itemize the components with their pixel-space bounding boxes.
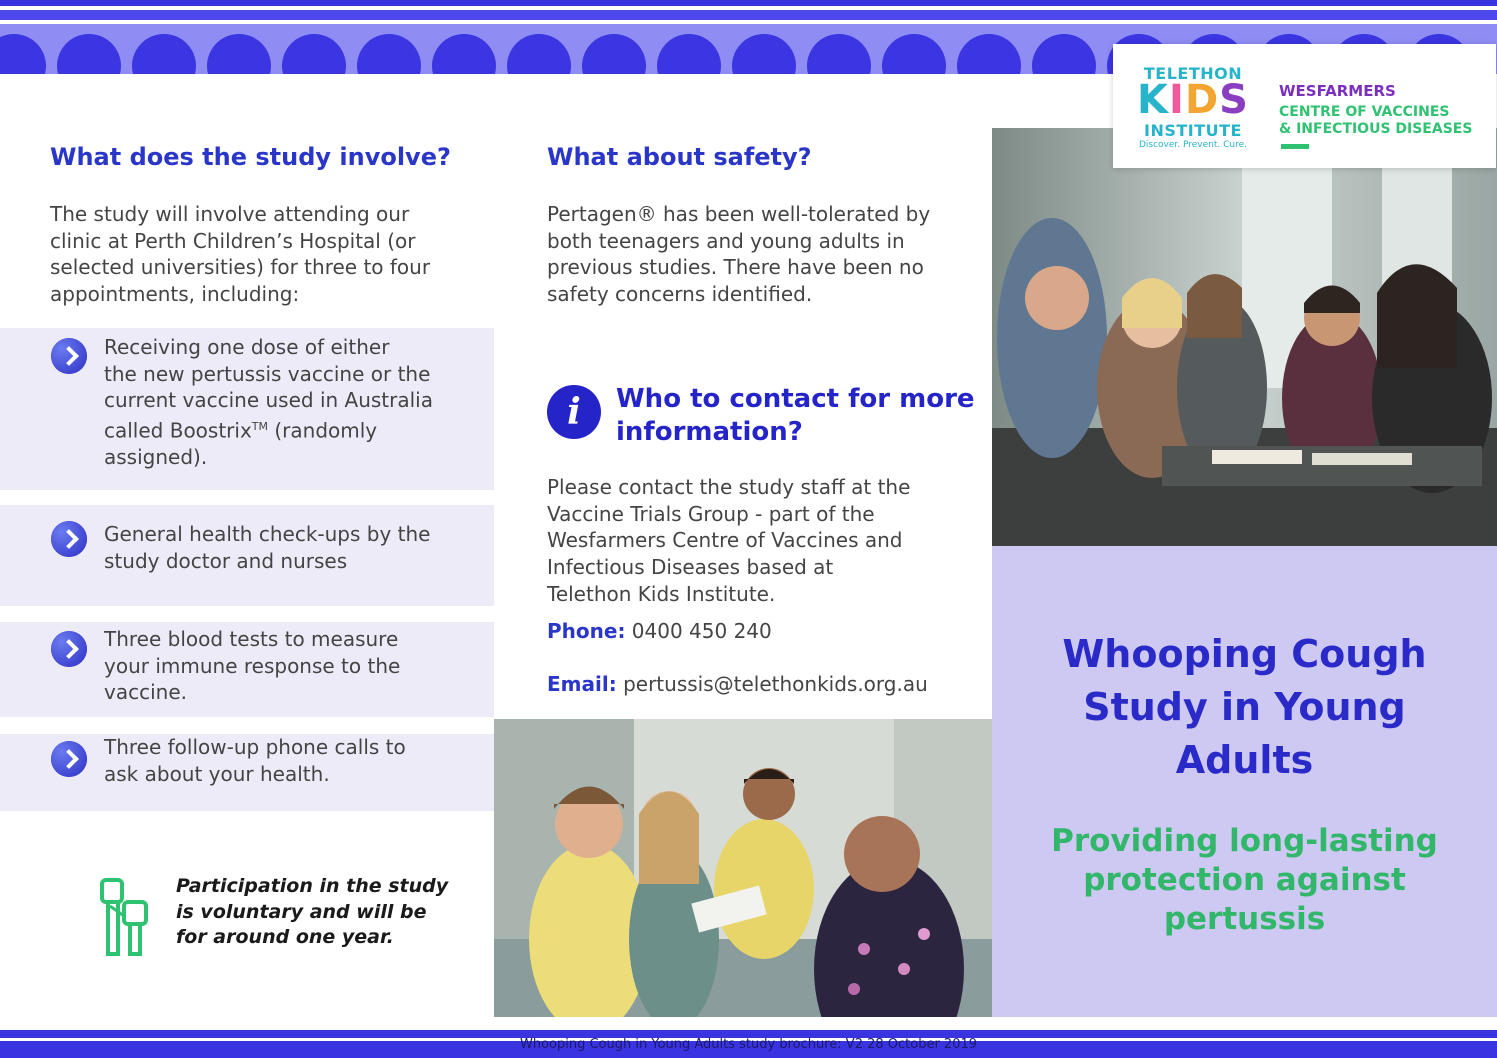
voluntary-line: for around one year. [176,926,394,948]
kids-letter: K [1137,77,1170,123]
phone-number[interactable]: 0400 450 240 [631,619,772,643]
email-label: Email: [547,672,617,696]
pattern-dot [432,34,496,74]
bullet-line: study doctor and nurses [104,548,348,573]
photo-illustration [494,719,993,1017]
institute-wordmark: INSTITUTE [1144,121,1242,140]
intro-line: clinic at Perth Children’s Hospital (or [50,228,416,253]
pattern-dot [282,34,346,74]
contact-heading-line: information? [616,417,803,447]
top-stripe [0,10,1497,20]
cover-title-line: Study in Young [1083,685,1406,729]
bullet-line: Three blood tests to measure [104,627,399,651]
cover-title-line: Adults [1175,738,1314,782]
bullet-text [104,334,433,471]
bullet-item-phone-calls [0,734,494,811]
contact-line: Telethon Kids Institute. [547,581,776,606]
trademark-mark: TM [251,420,269,434]
contact-heading [616,383,975,449]
pattern-dot [807,34,871,74]
intro-line: appointments, including: [50,282,300,307]
bullet-text [104,734,406,787]
bullet-line [104,414,433,444]
pattern-dot [57,34,121,74]
pattern-dot [207,34,271,74]
involve-heading: What does the study involve? [50,143,451,171]
bullet-item-health-checkups [0,505,494,606]
bullet-text [104,521,430,574]
intro-line: selected universities) for three to four [50,255,431,280]
chevron-right-icon [51,741,87,777]
pattern-dot [132,34,196,74]
pattern-dot [957,34,1021,74]
cover-title [992,628,1497,787]
bullet-line: the new pertussis vaccine or the [104,361,431,386]
logo-accent-bar [1281,144,1309,149]
bullet-line: your immune response to the [104,653,401,678]
bullet-line: assigned). [104,445,208,470]
raised-hands-icon [98,876,154,960]
pattern-dot [657,34,721,74]
bullet-text [104,626,400,706]
photo-illustration [992,128,1497,546]
bullet-line: General health check-ups by the [104,522,431,546]
contact-line: Infectious Diseases based at [547,555,834,580]
info-icon: i [547,385,601,439]
logo-tagline: Discover. Prevent. Cure. [1138,140,1248,150]
safety-line: both teenagers and young adults in [547,228,905,253]
cover-title-line: Whooping Cough [1062,632,1427,676]
contact-text [547,474,910,608]
kids-letter: D [1184,77,1220,123]
voluntary-line: is voluntary and will be [176,900,427,923]
bullet-line: ask about your health. [104,761,330,786]
email-row [547,672,928,696]
safety-line: previous studies. There have been no [547,255,924,280]
top-stripe [0,0,1497,6]
chevron-right-icon [51,338,87,374]
safety-line: Pertagen® has been well-tolerated by [547,202,931,226]
bullet-line: Receiving one dose of either [104,335,390,359]
contact-heading-line: Who to contact for more [616,384,975,414]
bullet-item-blood-tests [0,622,494,717]
kids-letter: I [1169,77,1185,123]
wesfarmers-wordmark: WESFARMERS [1279,82,1396,100]
bullet-line-part: (randomly [268,418,378,443]
safety-heading: What about safety? [547,143,812,171]
kids-letter: S [1219,77,1249,123]
centre-name-line: & INFECTIOUS DISEASES [1279,121,1473,137]
safety-line: safety concerns identified. [547,282,813,307]
students-meeting-photo [494,719,993,1017]
bullet-line: Three follow-up phone calls to [104,735,406,759]
pattern-dot [357,34,421,74]
phone-label: Phone: [547,619,626,643]
pattern-dot [732,34,796,74]
bullet-line: current vaccine used in Australia [104,388,433,413]
pattern-dot [1032,34,1096,74]
contact-line: Wesfarmers Centre of Vaccines and [547,528,903,553]
telethon-wordmark: TELETHON [1143,64,1243,83]
footer-version-text: Whooping Cough in Young Adults study brochure: V2 28 October 2019 [519,1037,978,1052]
email-link[interactable]: pertussis@telethonkids.org.au [623,672,928,696]
bullet-line: vaccine. [104,680,187,705]
bullet-item-vaccine-dose [0,328,494,490]
chevron-right-icon [51,521,87,557]
contact-line: Please contact the study staff at the [547,475,911,499]
voluntary-line: Participation in the study [176,875,449,897]
pattern-dot [507,34,571,74]
voluntary-note [176,874,448,951]
phone-row [547,619,772,643]
chevron-right-icon [51,631,87,667]
centre-name-line: CENTRE OF VACCINES [1279,104,1450,120]
cover-subtitle-line: Providing long-lasting [1051,823,1438,859]
students-studying-photo [992,128,1497,546]
bullet-line-part: called Boostrix [104,418,252,443]
safety-text [547,201,930,308]
pattern-dot [582,34,646,74]
cover-subtitle-line: pertussis [1163,901,1326,937]
pattern-dot [0,34,46,74]
contact-line: Vaccine Trials Group - part of the [547,501,875,526]
logo-card [1113,44,1496,168]
pattern-dot [882,34,946,74]
cover-subtitle [992,822,1497,939]
cover-subtitle-line: protection against [1083,862,1406,898]
involve-intro [50,201,430,308]
intro-line: The study will involve attending our [50,202,410,226]
kids-wordmark [1137,77,1249,123]
